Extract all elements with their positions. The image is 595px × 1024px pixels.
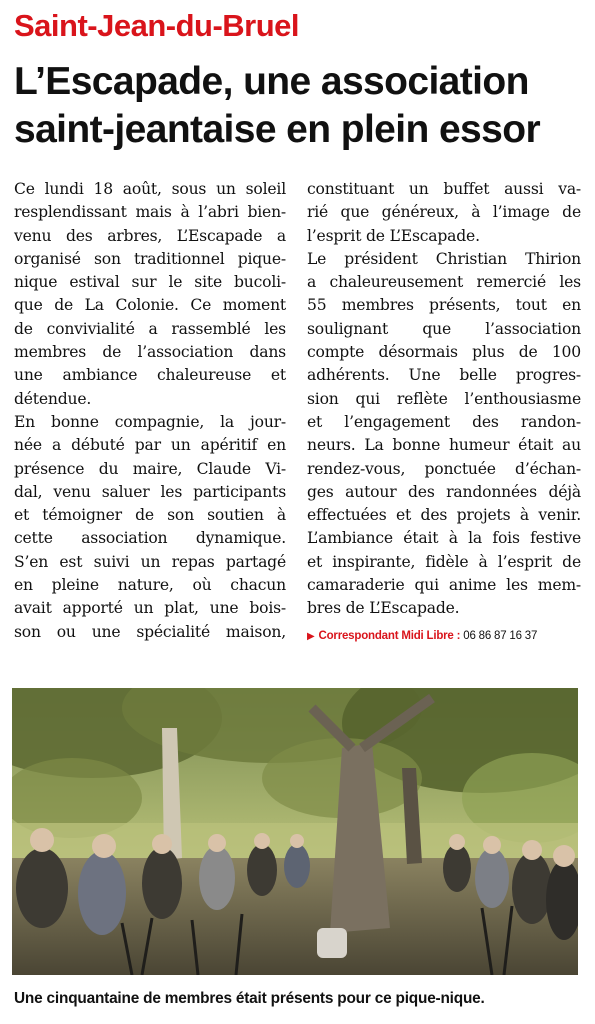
credit-phone: 06 86 87 16 37	[463, 629, 538, 642]
article-line: que de La Colonie. Ce moment	[14, 296, 286, 315]
article-line: et l’engagement des randon-	[307, 412, 581, 431]
article-line: son ou une spécialité maison,	[14, 622, 286, 641]
article-line: cette association dynamique.	[14, 529, 286, 548]
article-line: et inspirante, fidèle à l’esprit de	[307, 552, 581, 571]
article-line: de convivialité a rassemblé les	[14, 319, 286, 338]
article-line: bres de L’Escapade.	[307, 599, 460, 618]
article-line: en pleine nature, où chacun	[14, 576, 286, 595]
article-line: ges autour des randonnées déjà	[307, 482, 581, 501]
article-line: resplendissant mais à l’abri bien-	[14, 203, 286, 222]
article-line: L’ambiance était à la fois festive	[307, 529, 581, 548]
left-column-text	[14, 178, 286, 644]
article-line: camaraderie qui anime les mem-	[307, 576, 581, 595]
article-line: membres de l’association dans	[14, 343, 286, 362]
article-line: détendue.	[14, 389, 92, 408]
headline-line-2: saint-jeantaise en plein essor	[14, 108, 541, 151]
article-line: avait apporté un plat, une bois-	[14, 599, 286, 618]
article-line: rendez-vous, ponctuée d’échan-	[307, 459, 581, 478]
article-line: neurs. La bonne humeur était au	[307, 436, 581, 455]
article-line: Ce lundi 18 août, sous un soleil	[14, 180, 286, 198]
article-column-right	[307, 178, 581, 648]
article-line: présence du maire, Claude Vi-	[14, 459, 286, 478]
right-column-text	[307, 178, 581, 621]
article-line: organisé son traditionnel pique-	[14, 249, 286, 268]
credit-source: Correspondant Midi Libre :	[318, 629, 461, 642]
article-line: soulignant que l’association	[307, 319, 581, 338]
article-line: S’en est suivi un repas partagé	[14, 552, 286, 571]
article-line: constituant un buffet aussi va-	[307, 180, 581, 198]
article-line: l’esprit de L’Escapade.	[307, 226, 480, 245]
author-credit	[307, 625, 581, 648]
article-line: effectuées et des projets à venir.	[307, 506, 581, 525]
article-line: adhérents. Une belle progres-	[307, 366, 581, 385]
headline	[14, 58, 584, 154]
article-line: Le président Christian Thirion	[307, 249, 581, 268]
triangle-arrow-icon: ▶	[307, 630, 315, 642]
picnic-photo-illustration	[12, 688, 578, 975]
article-photo	[12, 688, 578, 975]
article-line: En bonne compagnie, la jour-	[14, 412, 286, 431]
article-line: 55 membres présents, tout en	[307, 296, 581, 315]
article-line: et témoigner de son soutien à	[14, 506, 286, 525]
headline-line-1: L’Escapade, une association	[14, 60, 529, 103]
article-line: sion qui reflète l’enthousiasme	[307, 389, 581, 408]
article-line: née a débuté par un apéritif en	[14, 436, 286, 455]
article-line: compte désormais plus de 100	[307, 343, 581, 362]
article-column-left	[14, 178, 286, 644]
section-kicker: Saint-Jean-du-Bruel	[14, 8, 300, 43]
article-line: nique estival sur le site bucoli-	[14, 273, 286, 292]
article-line: une ambiance chaleureuse et	[14, 366, 286, 385]
photo-caption: Une cinquantaine de membres était présents pour ce pique-nique.	[14, 990, 485, 1007]
article-line: dal, venu saluer les participants	[14, 482, 286, 501]
article-line: venu des arbres, L’Escapade a	[14, 226, 286, 245]
article-line: a chaleureusement remercié les	[307, 273, 581, 292]
article-line: rié que généreux, à l’image de	[307, 203, 581, 222]
